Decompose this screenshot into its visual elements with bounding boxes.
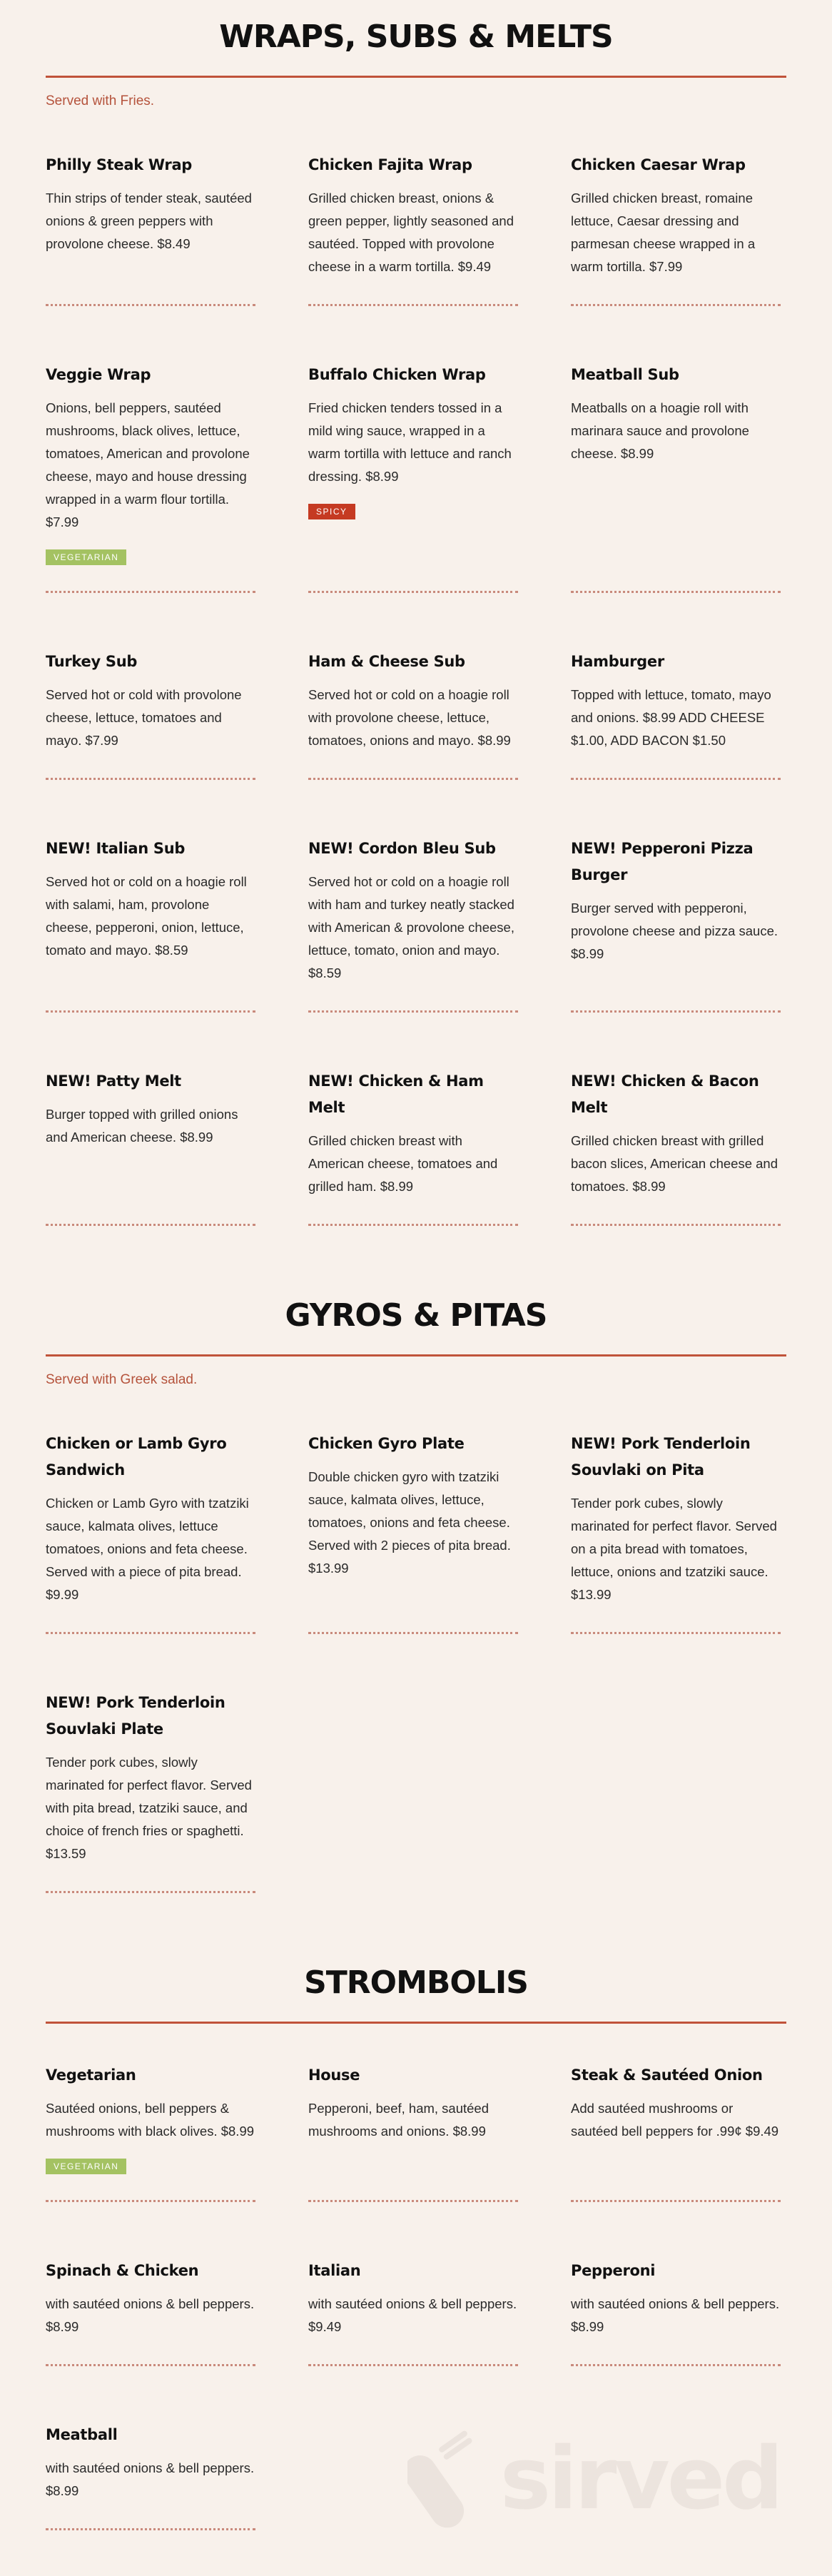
dotted-line: [46, 1224, 255, 1226]
item-name: Meatball: [46, 2426, 118, 2443]
item-description: Grilled chicken breast with grilled bacon slices, American cheese and tomatoes. $8.99: [571, 1133, 778, 1194]
menu-item: [308, 2052, 518, 2202]
menu-item: [46, 2412, 255, 2530]
item-name: NEW! Pork Tenderloin Souvlaki on Pita: [571, 1435, 751, 1479]
item-description: Pepperoni, beef, ham, sautéed mushrooms and onions. $8.99: [308, 2101, 489, 2139]
menu-item: [46, 1680, 255, 1893]
menu-item: [571, 2052, 781, 2202]
menu-item: [571, 352, 781, 593]
menu-items-grid: [46, 2052, 786, 2576]
item-dotted-divider: [308, 985, 518, 1013]
item-description: Burger topped with grilled onions and American cheese. $8.99: [46, 1107, 238, 1145]
item-dotted-divider: [308, 752, 518, 780]
menu-item: [46, 2248, 255, 2366]
item-description: with sautéed onions & bell peppers. $8.99: [571, 2296, 780, 2334]
item-description: Served hot or cold on a hoagie roll with provolone cheese, lettuce, tomatoes, onions and mayo. $8.99: [308, 687, 511, 748]
item-name: NEW! Pepperoni Pizza Burger: [571, 840, 754, 883]
menu-item: [46, 142, 255, 306]
dotted-line: [46, 1891, 255, 1893]
menu-item: [308, 2248, 518, 2366]
vegetarian-badge: VEGETARIAN: [46, 2159, 126, 2174]
menu-item: [308, 639, 518, 780]
item-name: Ham & Cheese Sub: [308, 653, 465, 670]
dotted-line: [308, 778, 518, 780]
item-name: NEW! Italian Sub: [46, 840, 186, 857]
item-name: Chicken Fajita Wrap: [308, 156, 472, 173]
menu-item: [308, 142, 518, 306]
section-divider: [46, 2022, 786, 2024]
menu-item: [571, 826, 781, 1013]
item-name: Pepperoni: [571, 2262, 656, 2279]
item-description: Served hot or cold with provolone cheese, lettuce, tomatoes and mayo. $7.99: [46, 687, 242, 748]
item-description: Fried chicken tenders tossed in a mild wing sauce, wrapped in a warm tortilla with lettuce and ranch dressing. $8.99: [308, 400, 512, 484]
menu-section: [0, 0, 832, 1272]
menu-item: [46, 826, 255, 1013]
dotted-line: [46, 2528, 255, 2530]
item-dotted-divider: [46, 1865, 255, 1893]
item-dotted-divider: [46, 2174, 255, 2202]
dotted-line: [571, 2200, 781, 2202]
menu-item: [46, 2052, 255, 2202]
dotted-line: [308, 1632, 518, 1634]
menu-section: [0, 1946, 832, 2576]
item-name: House: [308, 2067, 360, 2084]
item-description: Add sautéed mushrooms or sautéed bell peppers for .99¢ $9.49: [571, 2101, 779, 2139]
sirved-watermark: sirved: [499, 2430, 781, 2529]
menu-item: [46, 1421, 255, 1634]
sirved-watermark-area: [308, 2412, 781, 2547]
item-name: Steak & Sautéed Onion: [571, 2067, 763, 2084]
dotted-line: [308, 1224, 518, 1226]
dotted-line: [571, 591, 781, 593]
dotted-line: [46, 1010, 255, 1013]
section-note: Served with Greek salad.: [46, 1372, 198, 1387]
item-name: Chicken Caesar Wrap: [571, 156, 746, 173]
item-name: Meatball Sub: [571, 366, 679, 383]
dotted-line: [46, 2200, 255, 2202]
item-description: Tender pork cubes, slowly marinated for perfect flavor. Served with pita bread, tzatziki sauce, and choice of french fries or spaghetti. $13.59: [46, 1755, 252, 1861]
menu-item: [308, 1421, 518, 1634]
item-description: Grilled chicken breast, onions & green pepper, lightly seasoned and sautéed. Topped with provolone cheese in a warm tortilla. $9.49: [308, 191, 514, 274]
item-description: with sautéed onions & bell peppers. $8.99: [46, 2460, 255, 2498]
item-name: NEW! Chicken & Ham Melt: [308, 1073, 484, 1116]
dotted-line: [308, 1010, 518, 1013]
menu-item: [46, 639, 255, 780]
menu-item: [308, 1058, 518, 1226]
menu-item: [308, 352, 518, 593]
menu-item: [46, 352, 255, 593]
item-name: NEW! Cordon Bleu Sub: [308, 840, 496, 857]
item-description: Served hot or cold on a hoagie roll with salami, ham, provolone cheese, pepperoni, onion, lettuce, tomato and mayo. $8.59: [46, 874, 247, 958]
item-dotted-divider: [308, 1606, 518, 1634]
menu-items-grid: [46, 1421, 786, 1939]
item-dotted-divider: [571, 752, 781, 780]
item-dotted-divider: [571, 1198, 781, 1226]
vegetarian-badge: VEGETARIAN: [46, 549, 126, 565]
item-dotted-divider: [571, 278, 781, 306]
dotted-line: [46, 778, 255, 780]
dotted-line: [308, 304, 518, 306]
item-name: NEW! Pork Tenderloin Souvlaki Plate: [46, 1694, 225, 1738]
spicy-badge: SPICY: [308, 504, 355, 519]
item-dotted-divider: [571, 985, 781, 1013]
sirved-utensils-watermark-icon: [407, 2423, 493, 2537]
menu-item: [571, 1058, 781, 1226]
item-dotted-divider: [571, 1606, 781, 1634]
item-description: Onions, bell peppers, sautéed mushrooms, black olives, lettuce, tomatoes, American and provolone cheese, mayo and house dressing wrapped in a warm flour tortilla. $7.99: [46, 400, 250, 529]
item-name: NEW! Chicken & Bacon Melt: [571, 1073, 759, 1116]
item-name: Vegetarian: [46, 2067, 136, 2084]
item-name: Spinach & Chicken: [46, 2262, 199, 2279]
dotted-line: [571, 304, 781, 306]
item-dotted-divider: [46, 1198, 255, 1226]
section-divider: [46, 76, 786, 78]
item-dotted-divider: [46, 752, 255, 780]
menu-item: [308, 826, 518, 1013]
dotted-line: [571, 2364, 781, 2366]
item-dotted-divider: [46, 1606, 255, 1634]
dotted-line: [308, 2200, 518, 2202]
menu-item: [571, 639, 781, 780]
item-dotted-divider: [46, 985, 255, 1013]
dotted-line: [46, 304, 255, 306]
dotted-line: [571, 1224, 781, 1226]
item-dotted-divider: [308, 278, 518, 306]
dotted-line: [571, 1010, 781, 1013]
item-description: Served hot or cold on a hoagie roll with ham and turkey neatly stacked with American & provolone cheese, lettuce, tomato, onion and mayo. $8.59: [308, 874, 514, 980]
dotted-line: [571, 1632, 781, 1634]
item-description: Burger served with pepperoni, provolone cheese and pizza sauce. $8.99: [571, 901, 778, 961]
item-description: Chicken or Lamb Gyro with tzatziki sauce, kalmata olives, lettuce tomatoes, onions and feta cheese. Served with a piece of pita bread. $9.99: [46, 1496, 249, 1602]
dotted-line: [308, 591, 518, 593]
item-description: Double chicken gyro with tzatziki sauce, kalmata olives, lettuce, tomatoes, onions and feta cheese. Served with 2 pieces of pita bread. $13.99: [308, 1469, 511, 1576]
item-name: Chicken or Lamb Gyro Sandwich: [46, 1435, 227, 1479]
item-description: Topped with lettuce, tomato, mayo and onions. $8.99 ADD CHEESE $1.00, ADD BACON $1.50: [571, 687, 771, 748]
item-dotted-divider: [46, 2338, 255, 2366]
item-dotted-divider: [46, 2503, 255, 2530]
item-name: Veggie Wrap: [46, 366, 151, 383]
menu-items-grid: [46, 142, 786, 1272]
item-dotted-divider: [46, 278, 255, 306]
item-description: Grilled chicken breast with American cheese, tomatoes and grilled ham. $8.99: [308, 1133, 498, 1194]
menu-item: [571, 1421, 781, 1634]
item-name: Chicken Gyro Plate: [308, 1435, 465, 1452]
item-name: Philly Steak Wrap: [46, 156, 193, 173]
section-title: GYROS & PITAS: [285, 1297, 547, 1334]
item-description: Meatballs on a hoagie roll with marinara sauce and provolone cheese. $8.99: [571, 400, 749, 461]
item-name: Turkey Sub: [46, 653, 138, 670]
section-note: Served with Fries.: [46, 93, 155, 108]
item-description: Grilled chicken breast, romaine lettuce, Caesar dressing and parmesan cheese wrapped in a warm tortilla. $7.99: [571, 191, 756, 274]
dotted-line: [46, 1632, 255, 1634]
item-description: with sautéed onions & bell peppers. $8.99: [46, 2296, 255, 2334]
item-name: Buffalo Chicken Wrap: [308, 366, 486, 383]
menu-section: [0, 1279, 832, 1939]
item-dotted-divider: [571, 2174, 781, 2202]
item-name: Italian: [308, 2262, 361, 2279]
item-name: Hamburger: [571, 653, 664, 670]
item-name: NEW! Patty Melt: [46, 1073, 181, 1090]
item-dotted-divider: [46, 565, 255, 593]
menu-item: [571, 142, 781, 306]
item-dotted-divider: [571, 2338, 781, 2366]
item-description: Tender pork cubes, slowly marinated for perfect flavor. Served on a pita bread with tomatoes, lettuce, onions and tzatziki sauce. $13.99: [571, 1496, 777, 1602]
section-divider: [46, 1354, 786, 1357]
item-dotted-divider: [571, 565, 781, 593]
dotted-line: [571, 778, 781, 780]
item-description: Thin strips of tender steak, sautéed onions & green peppers with provolone cheese. $8.49: [46, 191, 252, 251]
menu-item: [571, 2248, 781, 2366]
item-description: with sautéed onions & bell peppers. $9.49: [308, 2296, 517, 2334]
item-dotted-divider: [308, 2174, 518, 2202]
dotted-line: [46, 2364, 255, 2366]
menu-item: [46, 1058, 255, 1226]
section-title: WRAPS, SUBS & MELTS: [219, 19, 613, 55]
item-dotted-divider: [308, 2338, 518, 2366]
item-description: Sautéed onions, bell peppers & mushrooms with black olives. $8.99: [46, 2101, 255, 2139]
section-title: STROMBOLIS: [304, 1964, 528, 2001]
dotted-line: [308, 2364, 518, 2366]
item-dotted-divider: [308, 565, 518, 593]
item-dotted-divider: [308, 1198, 518, 1226]
dotted-line: [46, 591, 255, 593]
